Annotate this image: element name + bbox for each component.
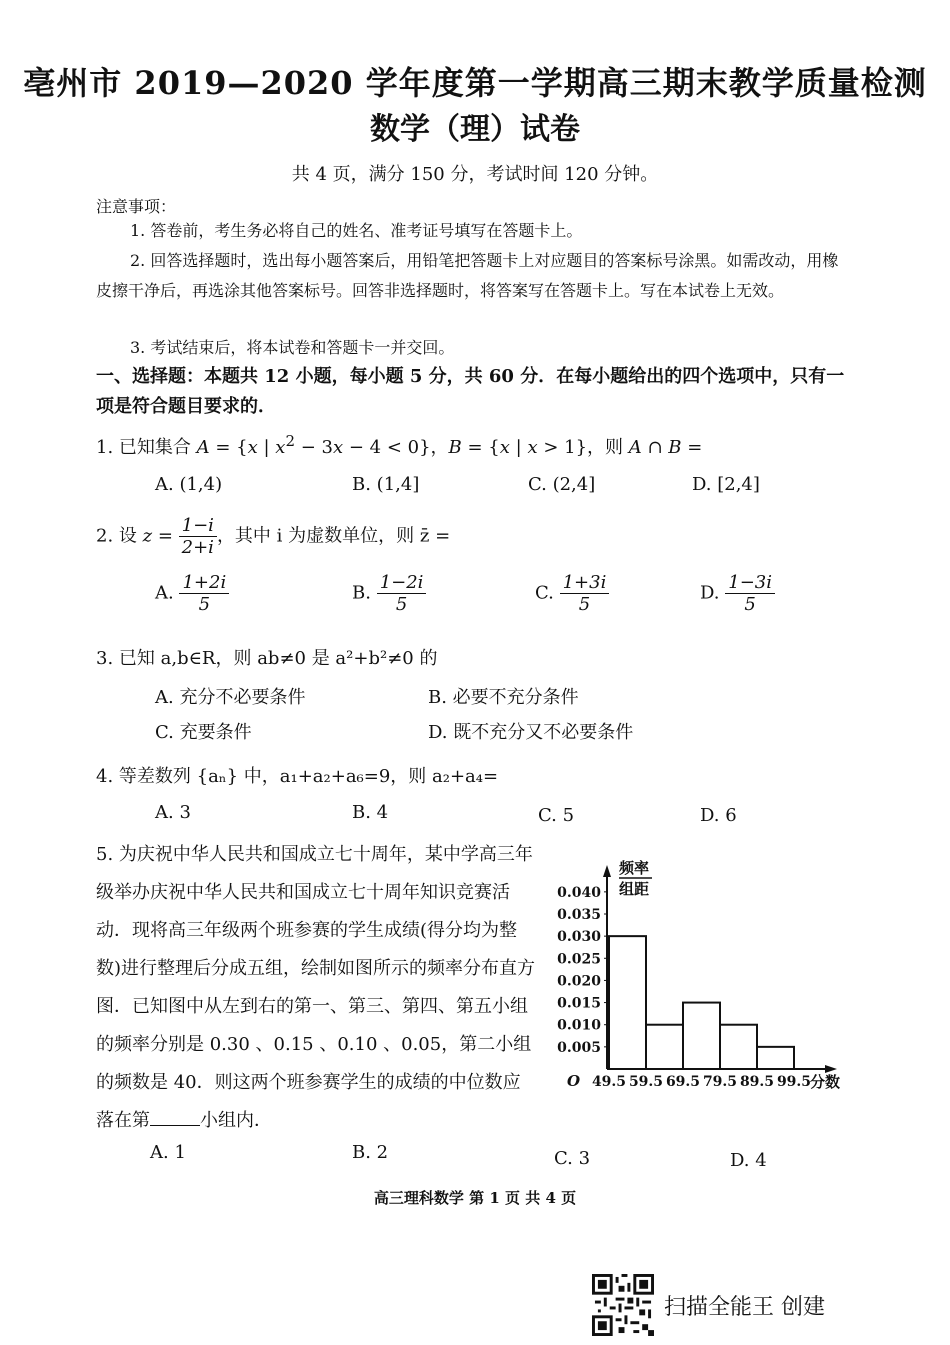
x-tick-label: 89.5: [739, 1074, 775, 1090]
exam-title: 亳州市 2019—2020 学年度第一学期高三期末教学质量检测: [23, 64, 927, 102]
question-4: 4. 等差数列 {aₙ} 中，a₁+a₂+a₆=9，则 a₂+a₄=: [96, 766, 499, 787]
q3-option-d: D. 既不充分又不必要条件: [428, 722, 634, 743]
q2-option-c: C. $\frac{1+3i}{5}$: [535, 572, 609, 615]
x-tick-label: 59.5: [628, 1074, 664, 1090]
y-tick-label: 0.030: [557, 929, 601, 946]
q2-fraction: $\frac{1-i}{2+i}$: [179, 515, 217, 558]
q3-option-c: C. 充要条件: [155, 722, 252, 743]
q4-option-b: B. 4: [352, 802, 389, 823]
x-tick-label: 79.5: [702, 1074, 738, 1090]
y-tick-label: 0.015: [557, 995, 601, 1012]
x-axis-label: 分数: [810, 1073, 841, 1091]
question-2: 2. 设 z = $\frac{1-i}{2+i}$ ，其中 i 为虚数单位，则 z̄ =: [96, 515, 451, 558]
q2-option-b: B. $\frac{1-2i}{5}$: [352, 572, 426, 615]
q1-option-b: B. (1,4]: [352, 474, 420, 495]
qr-code-icon: [592, 1274, 654, 1336]
q1-option-a: A. (1,4): [155, 474, 223, 495]
exam-info: 共 4 页，满分 150 分，考试时间 120 分钟。: [291, 164, 659, 185]
q4-option-d: D. 6: [700, 805, 737, 826]
y-tick-label: 0.020: [557, 973, 601, 990]
x-tick-label: 99.5: [776, 1074, 812, 1090]
note-item-2: 2. 回答选择题时，选出每小题答案后，用铅笔把答题卡上对应题目的答案标号涂黑。如需改动，用橡皮擦干净后，再选涂其他答案标号。回答非选择题时，将答案写在答题卡上。写在本试卷上无效。: [96, 251, 839, 300]
y-tick-label: 0.025: [557, 951, 601, 968]
histogram-bar: [646, 1025, 683, 1069]
y-axis-arrow: [603, 865, 611, 877]
note-item-3: 3. 考试结束后，将本试卷和答题卡一并交回。: [130, 338, 455, 357]
notes-heading: 注意事项：: [96, 197, 177, 216]
q4-option-a: A. 3: [155, 802, 191, 823]
histogram-bar: [683, 1003, 720, 1069]
histogram-bar: [609, 936, 646, 1069]
q5-option-c: C. 3: [554, 1148, 591, 1169]
question-1: 1. 已知集合 A = {x | $x^2 - 3x - 4 < 0$}，B = {x | x > 1}，则 A ∩ B =: [96, 432, 703, 458]
page-footer: 高三理科数学 第 1 页 共 4 页: [373, 1189, 577, 1207]
y-tick-label: 0.005: [557, 1039, 601, 1056]
q5-option-b: B. 2: [352, 1142, 389, 1163]
question-3: 3. 已知 a,b∈R，则 ab≠0 是 a²+b²≠0 的: [96, 648, 438, 669]
exam-subject-title: 数学（理）试卷: [370, 112, 580, 147]
y-tick-label: 0.010: [557, 1017, 601, 1034]
q2-option-a: A. $\frac{1+2i}{5}$: [155, 572, 229, 615]
histogram-bar: [757, 1047, 794, 1069]
q5-option-d: D. 4: [730, 1150, 767, 1171]
y-axis-label-bottom: 组距: [619, 880, 650, 898]
q2-option-d: D. $\frac{1-3i}{5}$: [700, 572, 775, 615]
origin-label: O: [567, 1072, 581, 1090]
scanner-credit: 扫描全能王 创建: [664, 1295, 825, 1320]
q1-option-c: C. (2,4]: [528, 474, 596, 495]
q4-option-c: C. 5: [538, 805, 575, 826]
histogram-bar: [720, 1025, 757, 1069]
y-axis-label-top: 频率: [619, 859, 650, 877]
section-heading: 一、选择题：本题共 12 小题，每小题 5 分，共 60 分．在每小题给出的四个选项中，只有一项是符合题目要求的．: [96, 366, 845, 417]
x-tick-label: 49.5: [591, 1074, 627, 1090]
q5-option-a: A. 1: [150, 1142, 186, 1163]
q1-option-d: D. [2,4]: [692, 474, 760, 495]
x-tick-label: 69.5: [665, 1074, 701, 1090]
y-tick-label: 0.040: [557, 884, 601, 901]
y-tick-label: 0.035: [557, 907, 601, 923]
x-axis-arrow: [825, 1065, 837, 1073]
question-5: 5. 为庆祝中华人民共和国成立七十周年，某中学高三年级举办庆祝中华人民共和国成立七十周年知识竞赛活动．现将高三年级两个班参赛的学生成绩(得分均为整数)进行整理后分成五组，绘制如图所示的频率分布直方图．已知图中从左到右的第一、第三、第四、第五小组的频率分别是 0.30 、0.15 、0.10 、0.05，第二小组的频数是 40．则这两个班参赛学生的成绩的中位数应落在第 小组内．: [96, 844, 536, 1131]
q3-option-a: A. 充分不必要条件: [155, 687, 306, 708]
note-item-1: 1. 答卷前，考生务必将自己的姓名、准考证号填写在答题卡上。: [130, 221, 583, 240]
answer-blank: [150, 1125, 200, 1126]
frequency-histogram: [525, 855, 845, 1105]
q3-option-b: B. 必要不充分条件: [428, 687, 579, 708]
